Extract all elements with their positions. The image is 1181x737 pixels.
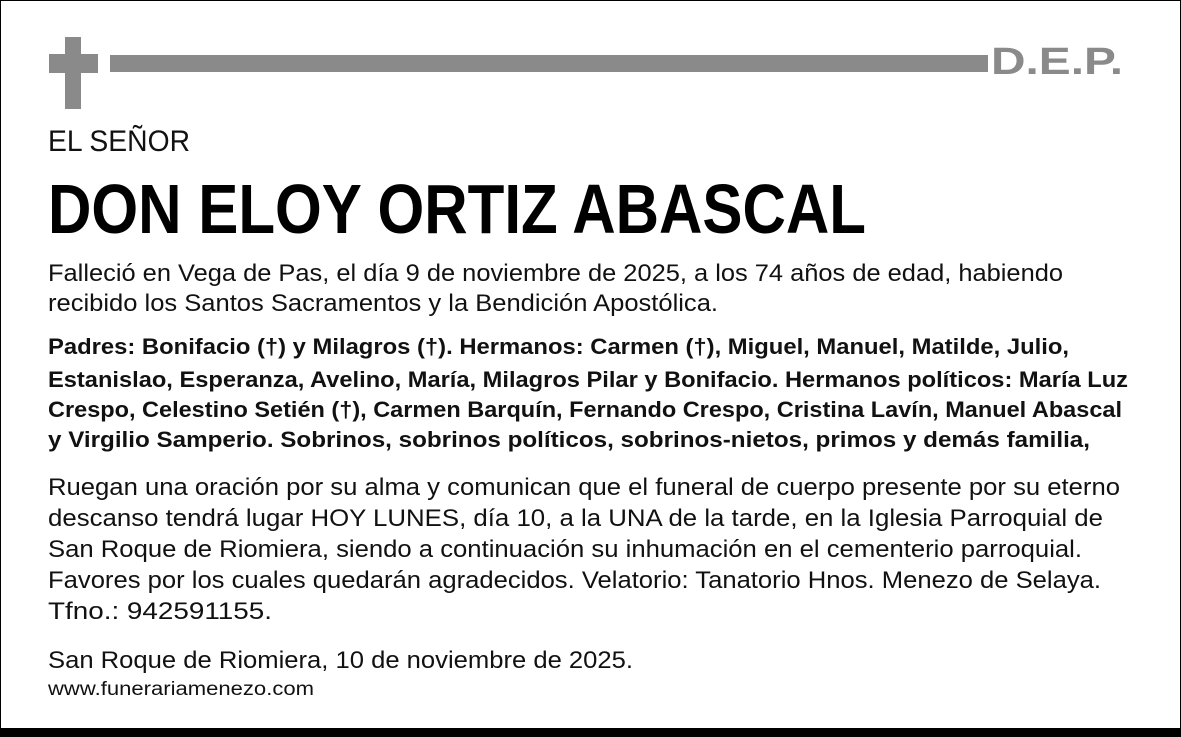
bottom-border (1, 728, 1180, 737)
dep-label: D.E.P. (991, 41, 1123, 83)
family-line: Padres: Bonifacio (†) y Milagros (†). Hermanos: Carmen (†), Miguel, Manuel, Matilde, Julio, (48, 334, 1069, 359)
funeral-line: Favores por los cuales quedarán agradecidos. Velatorio: Tanatorio Hnos. Menezo de Selaya. (48, 567, 1101, 594)
funeral-line: Tfno.: 942591155. (48, 598, 272, 625)
place-date: San Roque de Riomiera, 10 de noviembre de 2025. (48, 647, 633, 674)
family-line: y Virgilio Samperio. Sobrinos, sobrinos políticos, sobrinos-nietos, primos y demás familia, (48, 427, 1090, 452)
family-line: Estanislao, Esperanza, Avelino, María, Milagros Pilar y Bonifacio. Hermanos políticos: María Luz (48, 367, 1128, 392)
header-rule (110, 55, 988, 72)
website-link[interactable]: www.funerariamenezo.com (48, 679, 314, 700)
funeral-line: San Roque de Riomiera, siendo a continuación su inhumación en el cementerio parroquial. (48, 536, 1082, 563)
intro-label: EL SEÑOR (48, 125, 190, 158)
funeral-line: descanso tendrá lugar HOY LUNES, día 10, a la UNA de la tarde, en la Iglesia Parroquial de (48, 505, 1103, 532)
deceased-name: DON ELOY ORTIZ ABASCAL (48, 170, 866, 248)
death-line: Falleció en Vega de Pas, el día 9 de noviembre de 2025, a los 74 años de edad, habiendo (48, 260, 1063, 287)
family-line: Crespo, Celestino Setién (†), Carmen Barquín, Fernando Crespo, Cristina Lavín, Manuel Abascal (48, 397, 1122, 422)
death-line: recibido los Santos Sacramentos y la Bendición Apostólica. (48, 290, 718, 317)
funeral-line: Ruegan una oración por su alma y comunican que el funeral de cuerpo presente por su eterno (48, 474, 1120, 501)
